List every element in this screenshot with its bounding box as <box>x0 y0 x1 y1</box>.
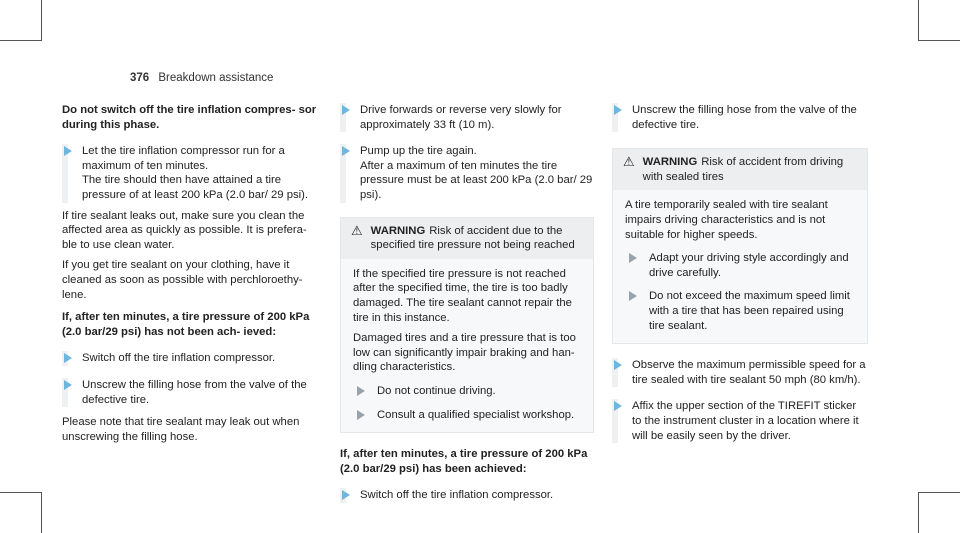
arrow-icon <box>64 353 72 363</box>
step-text: After a maximum of ten minutes the tire pressure must be at least 200 kPa (2.0 bar/ 29 psi). <box>360 159 593 201</box>
arrow-icon <box>342 490 350 500</box>
warning-item-text: Do not exceed the maximum speed limit with a tire that has been repaired using tire sealant. <box>649 290 850 332</box>
crop-mark <box>918 492 919 533</box>
warning-item-text: Consult a qualified specialist workshop. <box>377 408 575 421</box>
step-item <box>62 144 320 202</box>
arrow-icon <box>614 105 622 115</box>
warning-item <box>625 251 857 280</box>
step-text: Drive forwards or reverse very slowly for approximately 33 ft (10 m). <box>360 104 562 131</box>
crop-mark <box>41 492 42 533</box>
warning-item <box>353 408 583 423</box>
step-item <box>340 103 594 132</box>
step-text: Affix the upper section of the TIREFIT sticker to the instrument cluster in a location where it will be easily seen by the driver. <box>632 400 859 442</box>
step-text: Let the tire inflation compressor run for a maximum of ten minutes. <box>82 145 285 172</box>
paragraph: If tire sealant leaks out, make sure you clean the affected area as quickly as possible. It is prefera- ble to use clean water. <box>62 209 307 251</box>
warning-text: A tire temporarily sealed with tire sealant impairs driving characteristics and is not suitable for higher speeds. <box>625 199 828 241</box>
arrow-icon <box>64 380 72 390</box>
warning-text: Damaged tires and a tire pressure that is too low can significantly impair braking and han- dling characteristics. <box>353 332 576 374</box>
step-item <box>612 399 868 443</box>
warning-text: If the specified tire pressure is not reached after the specified time, the tire is too badly damaged. The tire sealant cannot repair the tire in this instance. <box>353 267 572 324</box>
arrow-icon <box>357 386 365 396</box>
step-text: Unscrew the filling hose from the valve of the defective tire. <box>82 378 307 406</box>
warning-box <box>340 217 594 434</box>
step-text: Observe the maximum permissible speed for a tire sealed with tire sealant 50 mph (80 km/h). <box>632 359 866 386</box>
page-number: 376 <box>130 72 150 84</box>
step-item <box>340 488 594 503</box>
warning-header <box>613 149 867 190</box>
crop-mark <box>0 40 42 41</box>
warning-icon: ⚠ <box>351 222 363 238</box>
step-item <box>62 378 320 407</box>
crop-mark <box>918 492 960 493</box>
warning-title: Risk of accident from driving with sealed tires <box>642 156 844 183</box>
step-text: Pump up the tire again. <box>360 145 477 158</box>
warning-item-text: Do not continue driving. <box>377 384 496 397</box>
warning-item-text: Adapt your driving style accordingly and drive carefully. <box>649 252 849 279</box>
warning-item <box>625 289 857 333</box>
step-text: Unscrew the filling hose from the valve of the defective tire. <box>632 104 857 131</box>
step-item <box>612 358 868 387</box>
warning-label: WARNING <box>370 224 426 237</box>
page-header <box>130 72 273 84</box>
section-title: Breakdown assistance <box>158 72 274 84</box>
crop-mark <box>41 0 42 41</box>
arrow-icon <box>357 410 365 420</box>
step-text: Switch off the tire inflation compressor. <box>360 489 554 502</box>
warning-box <box>612 148 868 344</box>
paragraph: If you get tire sealant on your clothing, have it cleaned as soon as possible with perchloroethy- lene. <box>62 259 303 301</box>
arrow-icon <box>614 360 622 370</box>
step-text: The tire should then have attained a tire pressure of at least 200 kPa (2.0 bar/ 29 psi). <box>82 174 309 201</box>
warning-item <box>353 384 583 399</box>
arrow-icon <box>629 291 637 301</box>
arrow-icon <box>342 146 350 156</box>
step-text: Switch off the tire inflation compressor. <box>82 352 276 365</box>
arrow-icon <box>64 146 72 156</box>
heading-not-achieved: If, after ten minutes, a tire pressure of 200 kPa (2.0 bar/29 psi) has not been ach- ieved: <box>62 311 310 338</box>
arrow-icon <box>629 253 637 263</box>
column-2 <box>340 103 594 503</box>
step-item <box>62 351 320 366</box>
warning-header <box>341 218 593 259</box>
column-1 <box>62 103 320 444</box>
step-item <box>612 103 868 132</box>
crop-mark <box>0 492 42 493</box>
arrow-icon <box>342 105 350 115</box>
crop-mark <box>918 40 960 41</box>
warning-title: Risk of accident due to the specified tire pressure not being reached <box>370 224 575 252</box>
paragraph: Please note that tire sealant may leak out when unscrewing the filling hose. <box>62 416 300 443</box>
column-3 <box>612 103 868 443</box>
crop-mark <box>918 0 919 41</box>
heading-achieved: If, after ten minutes, a tire pressure of 200 kPa (2.0 bar/29 psi) has been achieved: <box>340 448 588 475</box>
warning-icon: ⚠ <box>623 154 635 170</box>
arrow-icon <box>614 401 622 411</box>
heading-do-not-switch-off: Do not switch off the tire inflation compres- sor during this phase. <box>62 104 317 131</box>
step-item <box>340 144 594 202</box>
warning-label: WARNING <box>642 156 698 169</box>
